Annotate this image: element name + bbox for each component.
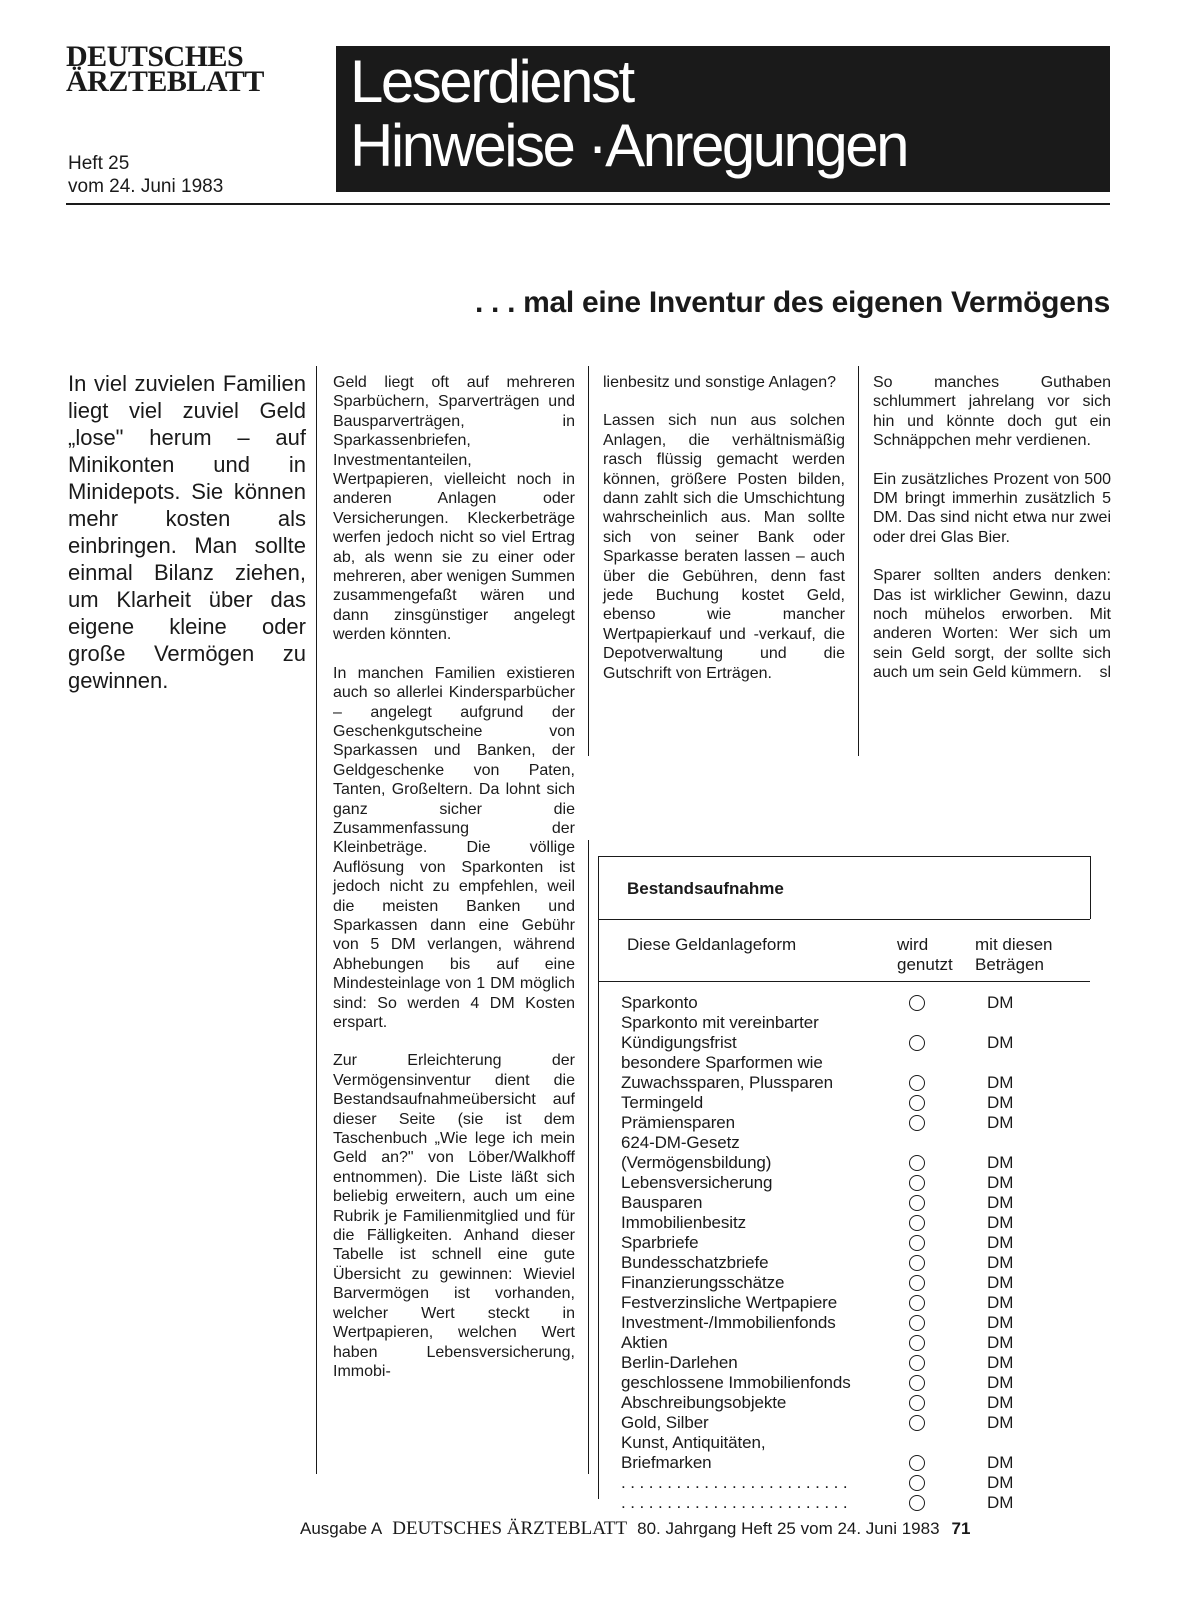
usage-checkbox-icon[interactable] — [909, 1415, 925, 1431]
row-amount-unit: DM — [987, 1313, 1014, 1332]
section-banner — [336, 46, 1110, 192]
table-header-amounts-l1: mit diesen — [975, 935, 1053, 954]
issue-number: Heft 25 — [68, 153, 130, 174]
page-footer — [300, 1518, 1090, 1540]
table-header-used-l1: wird — [897, 935, 929, 954]
usage-checkbox-icon[interactable] — [909, 1355, 925, 1371]
usage-checkbox-icon[interactable] — [909, 995, 925, 1011]
table-row — [621, 1253, 1081, 1273]
table-title: Bestandsaufnahme — [627, 879, 784, 898]
usage-checkbox-icon[interactable] — [909, 1195, 925, 1211]
table-row — [621, 1093, 1081, 1113]
usage-checkbox-icon[interactable] — [909, 1455, 925, 1471]
article-lead: In viel zuvielen Familien liegt viel zuviel Geld „lose" herum – auf Minikonten und in Minidepots. Sie können mehr kosten als einbringen. Man sollte einmal Bilanz ziehen, um Klarheit über das eigene kleine oder große Vermögen zu gewinnen. — [68, 371, 306, 693]
footer-edition: Ausgabe A — [300, 1519, 383, 1538]
row-label: Berlin-Darlehen — [621, 1353, 738, 1372]
article-headline: . . . mal eine Inventur des eigenen Vermögens — [474, 286, 1110, 319]
usage-checkbox-icon[interactable] — [909, 1295, 925, 1311]
row-label: besondere Sparformen wie — [621, 1053, 823, 1072]
usage-checkbox-icon[interactable] — [909, 1315, 925, 1331]
row-amount-unit: DM — [987, 1253, 1014, 1272]
table-row — [621, 1313, 1081, 1333]
row-label: geschlossene Immobilienfonds — [621, 1373, 851, 1392]
usage-checkbox-icon[interactable] — [909, 1175, 925, 1191]
column-3-paragraph — [873, 566, 1111, 682]
table-row — [621, 1233, 1081, 1253]
column-1-paragraph: In manchen Familien existieren auch so allerlei Kindersparbücher – angelegt aufgrund der Geschenkgutscheine von Sparkassen und Banken, der Geldgeschenke von Paten, Tanten, Großeltern. Da lohnt sich ganz sicher die Zusammenfassung der Kleinbeträge. Die völlige Auflösung von Sparkonten ist jedoch nicht zu empfehlen, weil die meisten Banken und Sparkassen dann eine Gebühr von 5 DM verlangen, während Abhebungen bis auf eine Mindesteinlage von 1 DM möglich sind: So werden 4 DM Kosten erspart. — [333, 664, 575, 1031]
column-divider-3 — [858, 366, 859, 756]
table-row — [621, 1293, 1081, 1313]
table-rows — [621, 993, 1081, 1513]
usage-checkbox-icon[interactable] — [909, 1335, 925, 1351]
row-label: . . . . . . . . . . . . . . . . . . . . . . . . . — [621, 1473, 848, 1492]
table-row — [621, 1153, 1081, 1173]
table-row — [621, 1433, 1081, 1453]
row-label: Zuwachssparen, Plussparen — [621, 1073, 834, 1092]
row-label: Lebensversicherung — [621, 1173, 773, 1192]
table-row — [621, 1473, 1081, 1493]
usage-checkbox-icon[interactable] — [909, 1235, 925, 1251]
usage-checkbox-icon[interactable] — [909, 1275, 925, 1291]
masthead-line-2: ÄRZTEBLATT — [66, 65, 264, 98]
row-amount-unit: DM — [987, 993, 1014, 1012]
row-amount-unit: DM — [987, 1453, 1014, 1472]
table-row — [621, 1073, 1081, 1093]
table-title-separator — [599, 919, 1090, 920]
row-label: Prämiensparen — [621, 1113, 735, 1132]
inventory-table — [598, 856, 1091, 1512]
row-label: Gold, Silber — [621, 1413, 709, 1432]
table-header-separator — [599, 981, 1090, 982]
row-label: Abschreibungsobjekte — [621, 1393, 787, 1412]
table-row — [621, 1373, 1081, 1393]
table-row — [621, 1453, 1081, 1473]
table-row — [621, 1273, 1081, 1293]
table-header-form: Diese Geldanlageform — [627, 935, 797, 954]
row-label: Finanzierungsschätze — [621, 1273, 785, 1292]
row-amount-unit: DM — [987, 1093, 1014, 1112]
row-amount-unit: DM — [987, 1373, 1014, 1392]
row-amount-unit: DM — [987, 1473, 1014, 1492]
row-label: Bausparen — [621, 1193, 703, 1212]
header-rule — [66, 203, 1110, 205]
table-title-border — [1090, 857, 1091, 919]
table-header-used-l2: genutzt — [897, 955, 953, 974]
table-row — [621, 1413, 1081, 1433]
table-row — [621, 1013, 1081, 1033]
row-amount-unit: DM — [987, 1193, 1014, 1212]
table-header-amounts — [975, 935, 1052, 975]
row-label: Briefmarken — [621, 1453, 712, 1472]
column-divider-1 — [316, 366, 317, 1474]
usage-checkbox-icon[interactable] — [909, 1375, 925, 1391]
row-label: . . . . . . . . . . . . . . . . . . . . . . . . . — [621, 1493, 848, 1512]
row-amount-unit: DM — [987, 1293, 1014, 1312]
row-label: Termingeld — [621, 1093, 704, 1112]
table-header-amounts-l2: Beträgen — [975, 955, 1044, 974]
row-amount-unit: DM — [987, 1033, 1014, 1052]
table-row — [621, 1393, 1081, 1413]
masthead-line-1: DEUTSCHES — [66, 40, 244, 73]
column-1-paragraph: Zur Erleichterung der Vermögensinventur dient die Bestandsaufnahmeübersicht auf dieser Seite (sie ist dem Taschenbuch „Wie lege ich mein Geld an?" von Löber/Walkhoff entnommen). Die Liste läßt sich beliebig erweitern, auch um eine Rubrik je Familienmitglied und für die Fälligkeiten. Anhand dieser Tabelle ist schnell eine gute Übersicht zu gewinnen: Wieviel Barvermögen ist vorhanden, welcher Wert steckt in Wertpapieren, welchen Wert haben Lebensversicherung, Immobi- — [333, 1052, 575, 1380]
row-amount-unit: DM — [987, 1113, 1014, 1132]
row-label: Bundesschatzbriefe — [621, 1253, 769, 1272]
footer-journal: DEUTSCHES ÄRZTEBLATT — [392, 1518, 628, 1539]
masthead-logo — [66, 40, 264, 98]
row-label: Sparbriefe — [621, 1233, 699, 1252]
row-amount-unit: DM — [987, 1393, 1014, 1412]
column-3-paragraph: So manches Guthaben schlummert jahrelang vor sich hin und könnte doch gut ein Schnäppchen mehr verdienen. — [873, 374, 1111, 450]
table-row — [621, 1053, 1081, 1073]
row-label: Immobilienbesitz — [621, 1213, 747, 1232]
banner-line-2: Hinweise ·Anregungen — [350, 112, 908, 179]
row-amount-unit: DM — [987, 1213, 1014, 1232]
row-amount-unit: DM — [987, 1233, 1014, 1252]
column-3-paragraph: Ein zusätzliches Prozent von 500 DM bringt immerhin zusätzlich 5 DM. Das sind nicht etwa nur zwei oder drei Glas Bier. — [873, 470, 1111, 546]
column-3-paragraph-text: Sparer sollten anders denken: Das ist wirklicher Gewinn, dazu noch mühelos erworben. Mit anderen Worten: Wer sich um sein Geld sorgt, der sollte sich auch um sein Geld kümmern. — [873, 567, 1111, 682]
usage-checkbox-icon[interactable] — [909, 1095, 925, 1111]
table-row — [621, 1213, 1081, 1233]
usage-checkbox-icon[interactable] — [909, 1395, 925, 1411]
usage-checkbox-icon[interactable] — [909, 1155, 925, 1171]
row-amount-unit: DM — [987, 1153, 1014, 1172]
table-row — [621, 1333, 1081, 1353]
usage-checkbox-icon[interactable] — [909, 1035, 925, 1051]
row-amount-unit: DM — [987, 1353, 1014, 1372]
usage-checkbox-icon[interactable] — [909, 1215, 925, 1231]
usage-checkbox-icon[interactable] — [909, 1475, 925, 1491]
usage-checkbox-icon[interactable] — [909, 1255, 925, 1271]
row-amount-unit: DM — [987, 1333, 1014, 1352]
row-label: Kunst, Antiquitäten, — [621, 1433, 766, 1452]
table-row — [621, 1173, 1081, 1193]
row-label: Kündigungsfrist — [621, 1033, 737, 1052]
table-header-used — [897, 935, 953, 975]
row-label: (Vermögensbildung) — [621, 1153, 772, 1172]
column-1-paragraph: Geld liegt oft auf mehreren Sparbüchern, Sparverträgen und Bausparverträgen, in Sparkassenbriefen, Investmentanteilen, Wertpapieren, vielleicht noch in anderen Anlagen oder Versicherungen. Kleckerbeträge werfen jedoch nicht so viel Ertrag ab, als wenn sie zu einer oder mehreren, aber wenigen Summen zusammengefaßt wären und dann zinsgünstiger angelegt werden könnten. — [333, 374, 575, 644]
row-label: 624-DM-Gesetz — [621, 1133, 740, 1152]
article-column-3 — [873, 373, 1111, 683]
column-divider-2 — [588, 366, 589, 756]
column-2-paragraph: lienbesitz und sonstige Anlagen? — [603, 374, 837, 391]
column-divider-2b — [588, 840, 589, 1474]
table-row — [621, 1113, 1081, 1133]
row-amount-unit: DM — [987, 1073, 1014, 1092]
author-signature: sl — [1099, 664, 1111, 682]
table-row — [621, 1493, 1081, 1513]
article-column-2 — [603, 373, 845, 702]
page-number: 71 — [951, 1519, 971, 1538]
table-row — [621, 993, 1081, 1013]
usage-checkbox-icon[interactable] — [909, 1495, 925, 1511]
footer-volume: 80. Jahrgang Heft 25 vom 24. Juni 1983 — [637, 1519, 940, 1538]
issue-info — [68, 152, 223, 198]
row-label: Investment-/Immobilienfonds — [621, 1313, 836, 1332]
table-row — [621, 1133, 1081, 1153]
row-amount-unit: DM — [987, 1173, 1014, 1192]
row-amount-unit: DM — [987, 1273, 1014, 1292]
usage-checkbox-icon[interactable] — [909, 1115, 925, 1131]
article-column-1 — [333, 373, 575, 1400]
table-row — [621, 1353, 1081, 1373]
issue-date: vom 24. Juni 1983 — [68, 176, 224, 197]
banner-line-1: Leserdienst — [350, 48, 633, 115]
row-label: Sparkonto — [621, 993, 698, 1012]
row-label: Festverzinsliche Wertpapiere — [621, 1293, 838, 1312]
row-amount-unit: DM — [987, 1413, 1014, 1432]
column-2-paragraph: Lassen sich nun aus solchen Anlagen, die verhältnismäßig rasch flüssig gemacht werden können, größere Posten bilden, dann zahlt sich die Umschichtung wahrscheinlich aus. Man sollte sich von seiner Bank oder Sparkasse beraten lassen – auch über die Gebühren, denn fast jede Buchung kostet Geld, ebenso wie mancher Wertpapierkauf und -verkauf, die Depotverwaltung und die Gutschrift von Erträgen. — [603, 412, 845, 682]
usage-checkbox-icon[interactable] — [909, 1075, 925, 1091]
row-amount-unit: DM — [987, 1493, 1014, 1512]
row-label: Aktien — [621, 1333, 668, 1352]
row-label: Sparkonto mit vereinbarter — [621, 1013, 819, 1032]
table-row — [621, 1033, 1081, 1053]
table-row — [621, 1193, 1081, 1213]
